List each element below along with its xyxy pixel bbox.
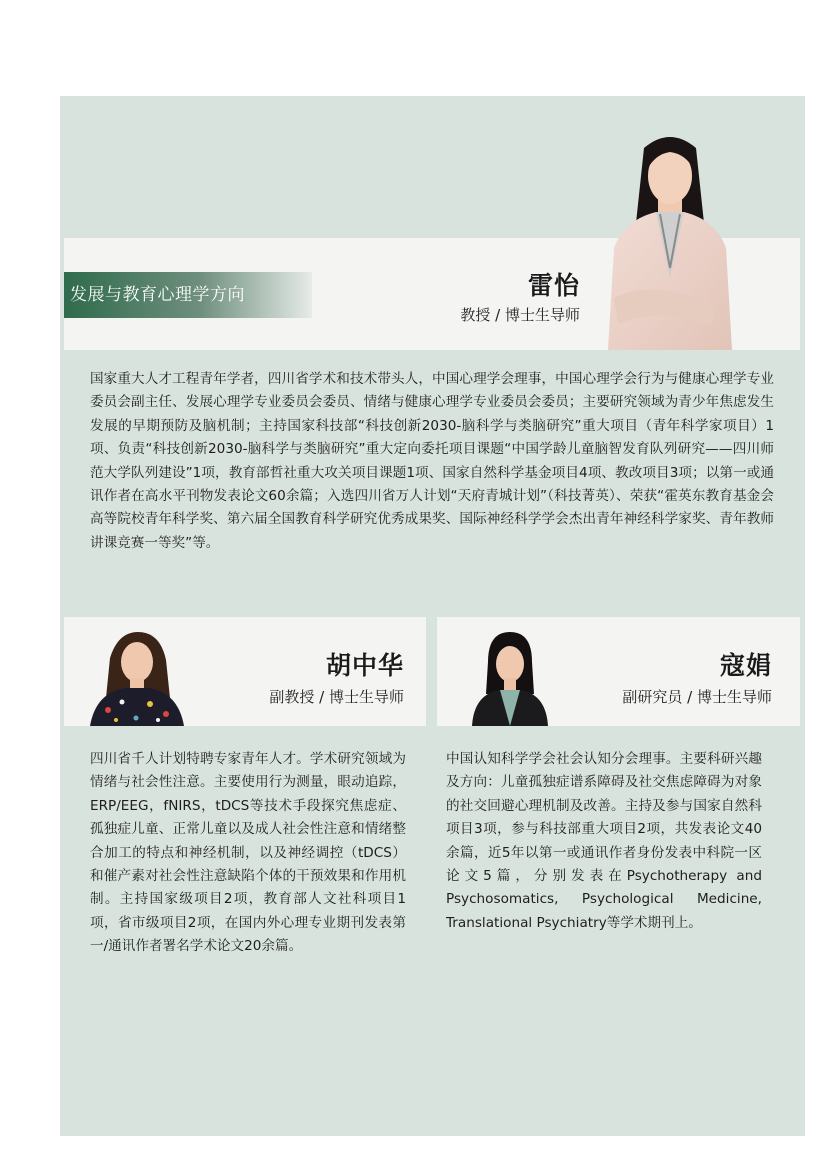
- lead-name: 雷怡: [527, 271, 580, 300]
- left-portrait: [88, 628, 186, 726]
- left-name: 胡中华: [325, 651, 404, 680]
- right-role: 副研究员 / 博士生导师: [622, 688, 772, 706]
- left-role: 副教授 / 博士生导师: [269, 688, 404, 706]
- right-portrait: [472, 628, 548, 726]
- right-name: 寇娟: [719, 651, 772, 680]
- left-bio: 四川省千人计划特聘专家青年人才。学术研究领域为情绪与社会性注意。主要使用行为测量，眼动追踪，ERP/EEG，fNIRS，tDCS等技术手段探究焦虑症、孤独症儿童、正常儿童以及成人社会性注意和情绪整合加工的特点和神经机制，以及神经调控（tDCS）和催产素对社会性注意缺陷个体的干预效果和作用机制。主持国家级项目2项，教育部人文社科项目1项，省市级项目2项，在国内外心理专业期刊发表第一/通讯作者署名学术论文20余篇。: [90, 751, 406, 955]
- right-bio: 中国认知科学学会社会认知分会理事。主要科研兴趣及方向：儿童孤独症谱系障碍及社交焦虑障碍为对象的社交回避心理机制及改善。主持及参与国家自然科项目3项，参与科技部重大项目2项，共发表论文40余篇，近5年以第一或通讯作者身份发表中科院一区论文5篇，分别发表在Psychotherapy and Psychosomatics, Psychological Medicine, Translational Psychiatry等学术期刊上。: [446, 751, 762, 931]
- lead-portrait: [604, 128, 736, 350]
- section-tag: 发展与教育心理学方向: [64, 272, 312, 318]
- lead-role: 教授 / 博士生导师: [460, 306, 580, 324]
- lead-bio: 国家重大人才工程青年学者，四川省学术和技术带头人，中国心理学会理事，中国心理学会行为与健康心理学专业委员会副主任、发展心理学专业委员会委员、情绪与健康心理学专业委员会委员；主要研究领域为青少年焦虑发生发展的早期预防及脑机制；主持国家科技部“科技创新2030-脑科学与类脑研究”重大项目（青年科学家项目）1项、负责“科技创新2030-脑科学与类脑研究”重大定向委托项目课题“中国学龄儿童脑智发育队列研究——四川师范大学队列建设”1项，教育部哲社重大攻关项目课题1项、国家自然科学基金项目4项、教改项目3项；以第一或通讯作者在高水平刊物发表论文60余篇；入选四川省万人计划“天府青城计划”（科技菁英）、荣获“霍英东教育基金会高等院校青年科学奖、第六届全国教育科学研究优秀成果奖、国际神经科学学会杰出青年神经科学家奖、青年教师讲课竞赛一等奖”等。: [90, 371, 774, 551]
